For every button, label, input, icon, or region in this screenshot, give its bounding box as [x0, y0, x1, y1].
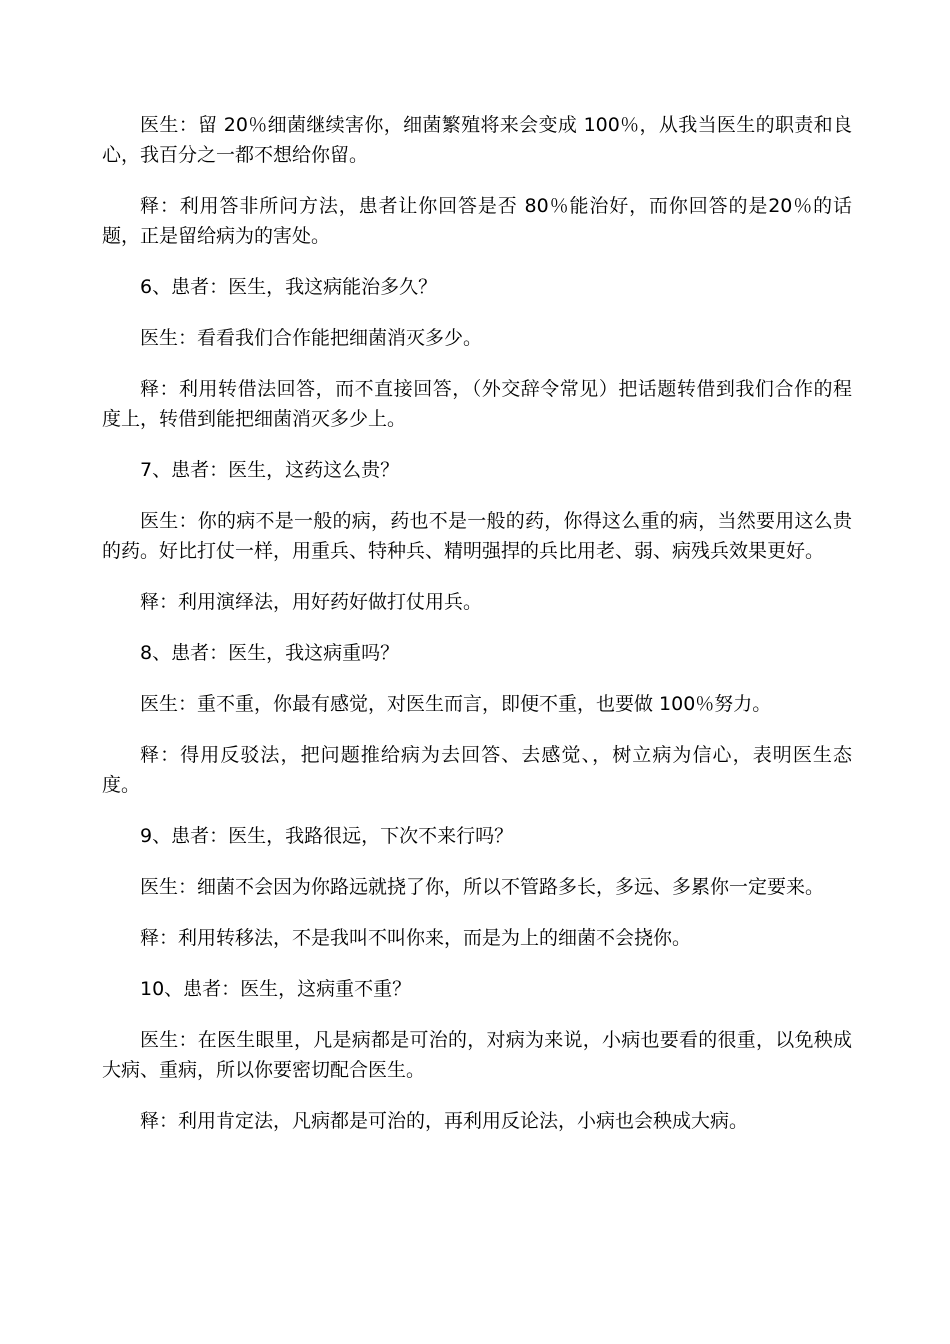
paragraph-explanation-8: 释：得用反驳法，把问题推给病为去回答、去感觉、，树立病为信心，表明医生态度。 — [102, 744, 852, 796]
paragraph-explanation-10: 释：利用肯定法，凡病都是可治的，再利用反论法，小病也会秧成大病。 — [140, 1110, 749, 1132]
paragraph-question-9: 9、患者：医生，我路很远，下次不来行吗？ — [140, 825, 514, 847]
paragraph-explanation-6: 释：利用转借法回答，而不直接回答，（外交辞令常见）把话题转借到我们合作的程度上，转借到能把细菌消灭多少上。 — [102, 378, 852, 430]
paragraph-doctor-answer-8: 医生：重不重，你最有感觉，对医生而言，即便不重，也要做 100％努力。 — [140, 693, 772, 715]
paragraph-question-7: 7、患者：医生，这药这么贵？ — [140, 459, 400, 481]
paragraph-question-8: 8、患者：医生，我这病重吗？ — [140, 642, 400, 664]
paragraph-doctor-answer-10: 医生：在医生眼里，凡是病都是可治的，对病为来说，小病也要看的很重，以免秧成大病、重病，所以你要密切配合医生。 — [102, 1029, 852, 1081]
paragraph-doctor-answer-9: 医生：细菌不会因为你路远就挠了你，所以不管路多长，多远、多累你一定要来。 — [140, 876, 825, 898]
paragraph-explanation-9: 释：利用转移法，不是我叫不叫你来，而是为上的细菌不会挠你。 — [140, 927, 692, 949]
paragraph-doctor-answer-20-percent: 医生：留 20％细菌继续害你，细菌繁殖将来会变成 100％，从我当医生的职责和良心，我百分之一都不想给你留。 — [102, 114, 852, 166]
document-page — [102, 110, 852, 1157]
paragraph-doctor-answer-6: 医生：看看我们合作能把细菌消灭多少。 — [140, 327, 483, 349]
paragraph-explanation-answer-not-asked: 释：利用答非所问方法，患者让你回答是否 80％能治好，而你回答的是20％的话题，正是留给病为的害处。 — [102, 195, 852, 247]
paragraph-explanation-7: 释：利用演绎法，用好药好做打仗用兵。 — [140, 591, 483, 613]
paragraph-question-6: 6、患者：医生，我这病能治多久？ — [140, 276, 438, 298]
paragraph-question-10: 10、患者：医生，这病重不重？ — [140, 978, 412, 1000]
paragraph-doctor-answer-7: 医生：你的病不是一般的病，药也不是一般的药，你得这么重的病，当然要用这么贵的药。好比打仗一样，用重兵、特种兵、精明强捍的兵比用老、弱、病残兵效果更好。 — [102, 510, 852, 562]
